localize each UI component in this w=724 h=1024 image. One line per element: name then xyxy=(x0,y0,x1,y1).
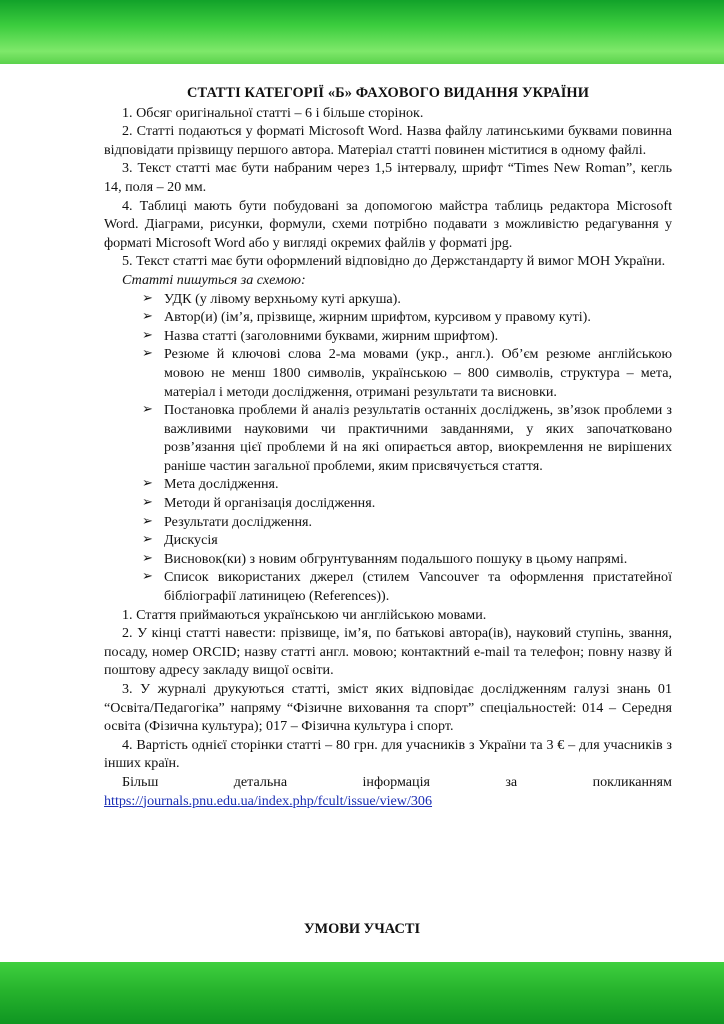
page-title: СТАТТІ КАТЕГОРІЇ «Б» ФАХОВОГО ВИДАННЯ УКРАЇНИ xyxy=(186,85,589,101)
requirement-4: 4. Таблиці мають бути побудовані за допомогою майстра таблиць редактора Microsoft Word. Діаграми, рисунки, формули, схеми потрібно подавати з можливістю редагування у форматі Microsoft Word або у вигляді окремих файлів у форматі jpg. xyxy=(104,197,672,251)
document-body xyxy=(104,84,672,810)
scheme-item: ➢ Автор(и) (ім’я, прізвище, жирним шрифтом, курсивом у правому куті). xyxy=(142,309,591,326)
scheme-item: ➢ Резюме й ключові слова 2-ма мовами (укр., англ.). Об’єм резюме англійською мовою не менш 1800 символів, українською – 800 символів, структура – мета, матеріал і методи дослідження, отримані результати та висновки. xyxy=(142,346,672,400)
checkmark-arrow-icon: ➢ xyxy=(142,550,153,566)
requirement-3: 3. Текст статті має бути набраним через 1,5 інтервалу, шрифт “Times New Roman”, кегль 14, поля – 20 мм. xyxy=(104,160,672,195)
checkmark-arrow-icon: ➢ xyxy=(142,327,153,343)
checkmark-arrow-icon: ➢ xyxy=(142,309,153,325)
condition-2: 2. У кінці статті навести: прізвище, ім’я, по батькові автора(ів), науковий ступінь, звання, посаду, номер ORCID; назву статті англ. мовою; контактний e-mail та телефон; повну назву й поштову адресу закладу вищої освіти. xyxy=(104,625,672,679)
scheme-item: ➢ Методи й організація дослідження. xyxy=(142,495,376,512)
scheme-list xyxy=(104,290,672,606)
scheme-item: ➢ УДК (у лівому верхньому куті аркуша). xyxy=(142,290,401,307)
scheme-item: ➢ Список використаних джерел (стилем Vancouver та оформлення пристатейної бібліографії латиницею (References)). xyxy=(142,569,672,605)
scheme-item: ➢ Результати дослідження. xyxy=(142,513,312,530)
scheme-item: ➢ Дискусія xyxy=(142,532,218,549)
checkmark-arrow-icon: ➢ xyxy=(142,495,153,511)
scheme-item: ➢ Висновок(ки) з новим обгрунтуванням подальшого пошуку в цьому напрямі. xyxy=(142,550,628,567)
more-info-line: Більш детальна інформація за покликанням xyxy=(122,773,672,790)
conditions-heading: УМОВИ УЧАСТІ xyxy=(303,921,421,937)
checkmark-arrow-icon: ➢ xyxy=(142,513,153,529)
condition-4: 4. Вартість однієї сторінки статті – 80 грн. для учасників з України та 3 € – для учасників з інших країн. xyxy=(104,736,672,772)
scheme-item: ➢ Назва статті (заголовними буквами, жирним шрифтом). xyxy=(142,327,499,344)
requirement-5: 5. Текст статті має бути оформлений відповідно до Держстандарту й вимог МОН України. xyxy=(122,253,666,270)
condition-3: 3. У журналі друкуються статті, зміст яких відповідає дослідженням галузі знань 01 “Освіта/Педагогіка” напряму “Фізичне виховання та спорт” спеціальностей: 014 – Середня освіта (Фізична культура); 017 – Фізична культура і спорт. xyxy=(104,681,672,735)
journal-link-line xyxy=(104,792,672,811)
requirement-1: 1. Обсяг оригінальної статті – 6 і більше сторінок. xyxy=(122,104,424,121)
condition-1: 1. Стаття приймаються українською чи англійською мовами. xyxy=(122,606,487,623)
scheme-item: ➢ Мета дослідження. xyxy=(142,476,279,493)
checkmark-arrow-icon: ➢ xyxy=(142,569,153,585)
scheme-lead: Статті пишуться за схемою: xyxy=(122,271,306,288)
top-green-band xyxy=(0,0,724,64)
checkmark-arrow-icon: ➢ xyxy=(142,290,153,306)
checkmark-arrow-icon: ➢ xyxy=(142,402,153,418)
scheme-item: ➢ Постановка проблеми й аналіз результатів останніх досліджень, зв’язок проблеми з важливими науковими чи практичними завданнями, у яких започатковано розв’язання цієї проблеми й на які опирається автор, виокремлення не вирішених раніше частин загальної проблеми, яким присвячується стаття. xyxy=(142,402,672,474)
journal-link[interactable]: https://journals.pnu.edu.ua/index.php/fcult/issue/view/306 xyxy=(104,792,433,809)
checkmark-arrow-icon: ➢ xyxy=(142,476,153,492)
requirement-2: 2. Статті подаються у форматі Microsoft Word. Назва файлу латинськими буквами повинна відповідати прізвищу першого автора. Матеріал статті повинен міститися в одному файлі. xyxy=(104,123,672,158)
bottom-green-band xyxy=(0,962,724,1024)
checkmark-arrow-icon: ➢ xyxy=(142,532,153,548)
checkmark-arrow-icon: ➢ xyxy=(142,346,153,362)
